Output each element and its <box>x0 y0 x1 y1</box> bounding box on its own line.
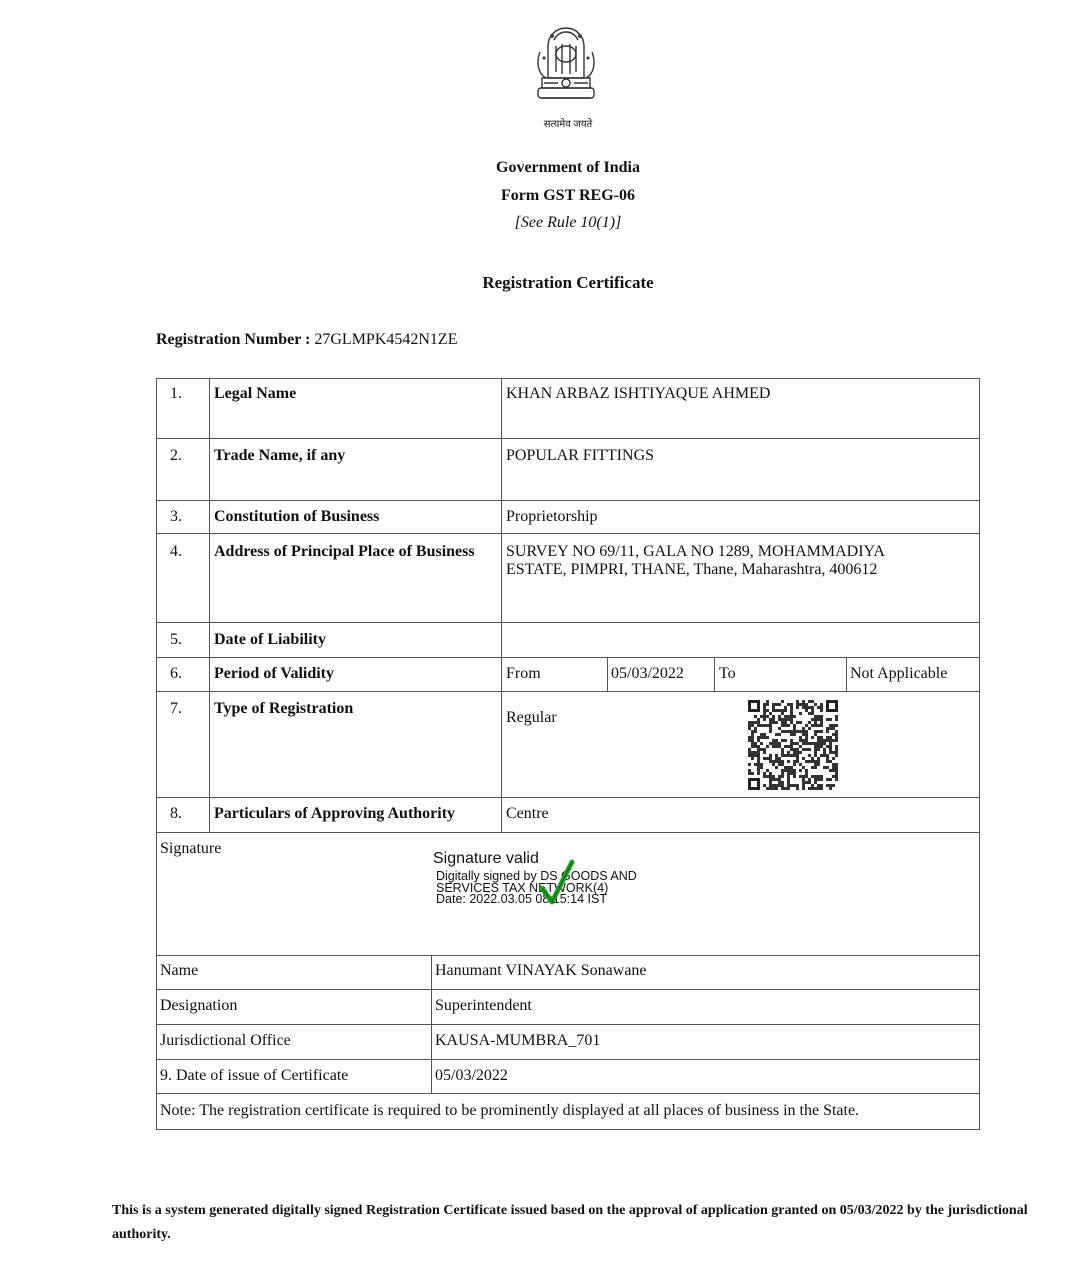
designation-value: Superintendent <box>435 997 532 1014</box>
row-number: 2. <box>170 447 182 464</box>
issue-date-label: 9. Date of issue of Certificate <box>160 1067 349 1084</box>
legal-name-value: KHAN ARBAZ ISHTIYAQUE AHMED <box>506 385 771 402</box>
validity-label: Period of Validity <box>214 665 335 682</box>
check-icon <box>538 858 578 910</box>
signature-label: Signature <box>160 840 222 857</box>
certificate-title: Registration Certificate <box>482 273 654 292</box>
row-number: 8. <box>170 805 182 822</box>
trade-name-label: Trade Name, if any <box>214 447 346 464</box>
trade-name-value: POPULAR FITTINGS <box>506 447 655 464</box>
legal-name-label: Legal Name <box>214 385 297 402</box>
signature-line: Digitally signed by DS GOODS AND <box>436 869 637 883</box>
approving-authority-label: Particulars of Approving Authority <box>214 805 456 822</box>
address-value: SURVEY NO 69/11, GALA NO 1289, MOHAMMADIYA ESTATE, PIMPRI, THANE, Thane, Maharashtra, 400612 <box>506 543 884 578</box>
signature-details <box>433 871 637 906</box>
signature-valid-text: Signature valid <box>433 850 539 867</box>
jurisdictional-office-value: KAUSA-MUMBRA_701 <box>435 1032 601 1049</box>
address-label: Address of Principal Place of Business <box>214 543 475 560</box>
liability-date-label: Date of Liability <box>214 631 326 648</box>
validity-from-value: 05/03/2022 <box>611 665 684 682</box>
registration-type-value: Regular <box>506 709 557 726</box>
row-number: 4. <box>170 543 182 560</box>
constitution-value: Proprietorship <box>506 508 598 525</box>
officer-name-label: Name <box>160 962 199 979</box>
row-number: 7. <box>170 700 182 717</box>
rule-reference: [See Rule 10(1)] <box>514 214 622 231</box>
form-heading: Form GST REG-06 <box>501 187 635 204</box>
system-generated-footer: This is a system generated digitally signed Registration Certificate issued based on the approval of application granted on 05/03/2022 by the jurisdictional authority. <box>112 1203 1028 1242</box>
government-heading: Government of India <box>496 159 640 176</box>
designation-label: Designation <box>160 997 238 1014</box>
validity-to-label: To <box>719 665 736 682</box>
issue-date-value: 05/03/2022 <box>435 1067 508 1084</box>
row-number: 3. <box>170 508 182 525</box>
display-note: Note: The registration certificate is required to be prominently displayed at all places of business in the State. <box>160 1102 860 1119</box>
registration-number-value: 27GLMPK4542N1ZE <box>314 331 458 348</box>
validity-to-value: Not Applicable <box>850 665 948 682</box>
registration-number-label: Registration Number : <box>156 331 311 348</box>
constitution-label: Constitution of Business <box>214 508 380 525</box>
jurisdictional-office-label: Jurisdictional Office <box>160 1032 291 1049</box>
registration-type-label: Type of Registration <box>214 700 354 717</box>
signature-line: Date: 2022.03.05 08:15:14 IST <box>436 892 607 906</box>
validity-from-label: From <box>506 665 541 682</box>
row-number: 6. <box>170 665 182 682</box>
signature-line: SERVICES TAX NETWORK(4) <box>436 880 609 895</box>
row-number: 5. <box>170 631 182 648</box>
row-number: 1. <box>170 385 182 402</box>
officer-name-value: Hanumant VINAYAK Sonawane <box>435 962 647 979</box>
registration-number <box>156 331 457 349</box>
digital-signature <box>433 850 637 906</box>
emblem-motto: सत्यमेव जयते <box>543 119 593 130</box>
qr-code <box>748 700 838 790</box>
national-emblem-icon <box>528 22 604 112</box>
approving-authority-value: Centre <box>506 805 549 822</box>
